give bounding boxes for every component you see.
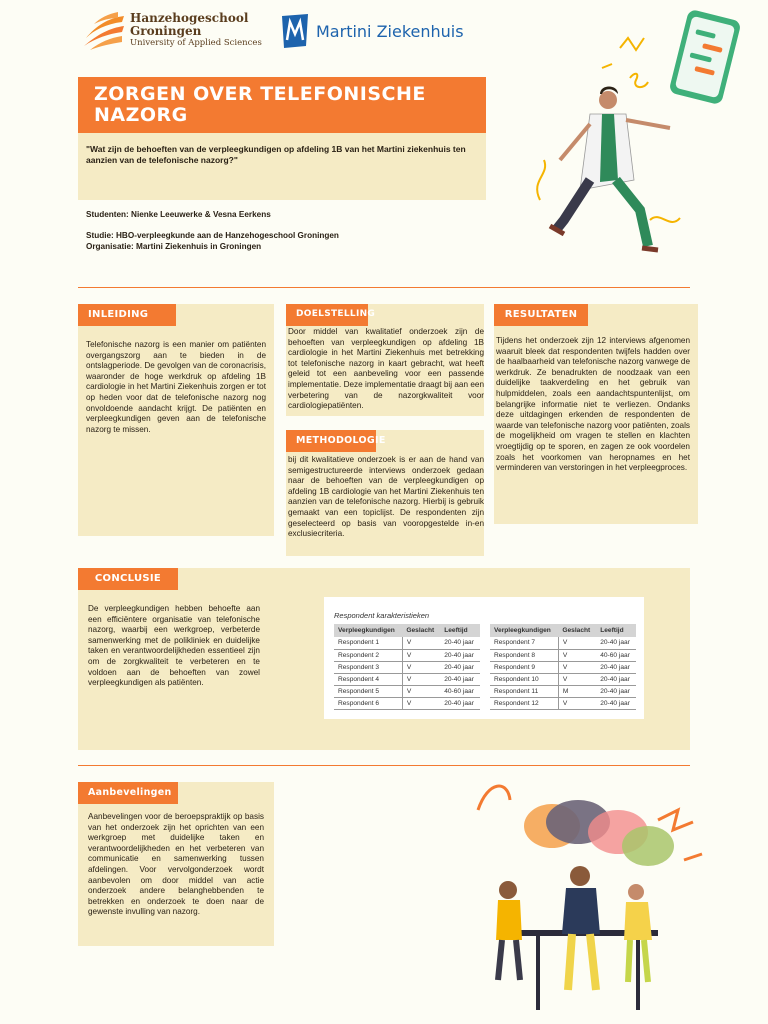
divider-top xyxy=(78,287,690,288)
aanbevelingen-text: Aanbevelingen voor de beroepspraktijk op basis van het onderzoek zijn het oprichten van een werkgroep met duidelijke taken en verantwoordelijkheden en het verbeteren van communicatie en samenwerking tussen afdelingen. Voor vervolgonderzoek wordt aanbevolen om door middel van actie onderzoek andere belanghebbenden te betrekken en onderzoek te doen naar de gewenste invulling van nazorg. xyxy=(88,812,264,917)
divider-bottom xyxy=(78,765,690,766)
resultaten-heading: RESULTATEN xyxy=(494,304,588,326)
table-row xyxy=(334,661,480,673)
table-cell: Respondent 8 xyxy=(490,649,558,661)
martini-emblem-icon xyxy=(278,12,312,50)
table-row xyxy=(490,661,636,673)
table-cell: V xyxy=(558,661,596,673)
table-row xyxy=(490,685,636,697)
table-header-cell: Leeftijd xyxy=(596,624,636,637)
organisation: Organisatie: Martini Ziekenhuis in Groningen xyxy=(86,242,262,251)
respondent-table-card xyxy=(324,597,644,719)
aanbevelingen-heading: Aanbevelingen xyxy=(78,782,178,804)
table-cell: 20-40 jaar xyxy=(440,697,480,709)
table-cell: Respondent 10 xyxy=(490,673,558,685)
table-cell: Respondent 3 xyxy=(334,661,402,673)
respondent-table-left xyxy=(334,624,480,710)
page-title: ZORGEN OVER TELEFONISCHE NAZORG xyxy=(94,83,426,126)
table-cell: V xyxy=(402,637,440,649)
inleiding-text: Telefonische nazorg is een manier om patiënten overgangszorg aan te bieden in de ontslagperiode. De gevolgen van de coronacrisis, waaronder de hoge werkdruk op afdeling 1B cardiologie in het Martini Ziekenhuis zorgen er tot op heden voor dat de telefonische nazorg nog onvoldoende aandacht krijgt. De patiënten en verpleegkundigen geven aan de telefonische nazorg te missen. xyxy=(86,340,266,434)
martini-logo xyxy=(278,12,478,52)
hanze-line1: Hanzehogeschool xyxy=(130,11,249,25)
table-header-cell: Geslacht xyxy=(558,624,596,637)
doelstelling-text: Door middel van kwalitatief onderzoek zijn de behoeften van verpleegkundigen op afdeling 1B cardiologie in het Martini Ziekenhuis met betrekking tot telefonische nazorg in kaart gebracht, wat heeft geleid tot een aanbeveling voor een passende implementatie. Deze implementatie draagt bij aan een verbetering van de nazorgkwaliteit voor cardiologiepatiënten. xyxy=(288,327,484,411)
table-header-cell: Leeftijd xyxy=(440,624,480,637)
meeting-illustration xyxy=(468,770,708,1020)
nurse-illustration xyxy=(530,80,700,260)
table-cell: V xyxy=(558,673,596,685)
table-cell: V xyxy=(402,685,440,697)
table-cell: Respondent 1 xyxy=(334,637,402,649)
table-cell: 40-60 jaar xyxy=(596,649,636,661)
table-cell: 20-40 jaar xyxy=(440,673,480,685)
hanze-logo xyxy=(78,8,263,52)
table-cell: Respondent 5 xyxy=(334,685,402,697)
table-cell: 20-40 jaar xyxy=(596,673,636,685)
research-question: "Wat zijn de behoeften van de verpleegkundigen op afdeling 1B van het Martini ziekenhuis ten aanzien van de telefonische nazorg?" xyxy=(86,144,466,165)
table-cell: V xyxy=(558,637,596,649)
conclusie-text: De verpleegkundigen hebben behoefte aan een efficiëntere organisatie van telefonische nazorg, waarbij een werkgroep, verbeterde samenwerking met de polikliniek en duidelijke taken en verantwoordelijkheden essentieel zijn om de zorgkwaliteit te verbeteren en te voldoen aan de behoeften van zowel verpleegkundigen als patiënten. xyxy=(88,604,260,688)
table-cell: M xyxy=(558,685,596,697)
table-row xyxy=(490,697,636,709)
table-cell: 20-40 jaar xyxy=(440,637,480,649)
table-cell: Respondent 11 xyxy=(490,685,558,697)
resultaten-text: Tijdens het onderzoek zijn 12 interviews afgenomen waaruit bleek dat respondenten twijfels hadden over de haalbaarheid van telefonische nazorg vanwege de werkdruk. Ze benadrukten de noodzaak van een duidelijke taakverdeling en het gebruik van hulpmiddelen, zoals een aandachtspuntenlijst, om belangrijke informatie niet te verliezen. Ondanks deze uitdagingen erkenden de respondenten de waarde van telefonische nazorg voor patiënten, zoals de mogelijkheid om vragen te stellen en klachten vroegtijdig op te sporen, en zagen ze ook voordelen zoals het voorkomen van heropnames en het verminderen van verstoringen in het verpleegproces. xyxy=(496,336,690,473)
table-cell: 20-40 jaar xyxy=(596,661,636,673)
conclusie-heading: CONCLUSIE xyxy=(78,568,178,590)
table-caption: Respondent karakteristieken xyxy=(334,611,430,620)
hanze-line2: Groningen xyxy=(130,24,202,38)
table-cell: Respondent 2 xyxy=(334,649,402,661)
martini-name: Martini Ziekenhuis xyxy=(316,22,464,41)
table-cell: 20-40 jaar xyxy=(596,685,636,697)
table-cell: V xyxy=(402,649,440,661)
table-cell: V xyxy=(402,661,440,673)
hanze-line3: University of Applied Sciences xyxy=(130,38,262,48)
table-row xyxy=(334,673,480,685)
table-cell: Respondent 9 xyxy=(490,661,558,673)
respondent-table-right xyxy=(490,624,636,710)
table-cell: V xyxy=(402,697,440,709)
table-cell: 20-40 jaar xyxy=(596,697,636,709)
inleiding-heading: INLEIDING xyxy=(78,304,176,326)
table-cell: 20-40 jaar xyxy=(440,649,480,661)
table-row xyxy=(490,673,636,685)
table-cell: Respondent 4 xyxy=(334,673,402,685)
table-cell: 20-40 jaar xyxy=(596,637,636,649)
table-row xyxy=(334,637,480,649)
methodologie-heading: METHODOLOGIE xyxy=(286,430,376,452)
table-cell: 20-40 jaar xyxy=(440,661,480,673)
table-row xyxy=(334,649,480,661)
students: Studenten: Nienke Leeuwerke & Vesna Eerkens xyxy=(86,210,271,219)
table-row xyxy=(334,697,480,709)
study: Studie: HBO-verpleegkunde aan de Hanzehogeschool Groningen xyxy=(86,231,339,240)
hanze-flame-icon xyxy=(78,8,128,52)
methodologie-text: bij dit kwalitatieve onderzoek is er aan de hand van semigestructureerde interviews onderzoek gedaan naar de behoeften van de verpleegkundigen op afdeling 1B cardiologie van het Martini Ziekenhuis ten aanzien van de telefonische nazorg. Hierbij is gebruik gemaakt van een topiclijst. De respondenten zijn geselecteerd op basis van vooropgestelde in-en exclusiecriteria. xyxy=(288,455,484,539)
table-cell: V xyxy=(402,673,440,685)
table-header-cell: Verpleegkundigen xyxy=(490,624,558,637)
table-cell: Respondent 7 xyxy=(490,637,558,649)
table-cell: 40-60 jaar xyxy=(440,685,480,697)
doelstelling-heading: DOELSTELLING xyxy=(286,304,368,326)
table-cell: Respondent 6 xyxy=(334,697,402,709)
table-row xyxy=(334,685,480,697)
table-row xyxy=(490,649,636,661)
table-header-cell: Geslacht xyxy=(402,624,440,637)
table-header-cell: Verpleegkundigen xyxy=(334,624,402,637)
table-cell: V xyxy=(558,697,596,709)
table-row xyxy=(490,637,636,649)
table-cell: V xyxy=(558,649,596,661)
table-cell: Respondent 12 xyxy=(490,697,558,709)
